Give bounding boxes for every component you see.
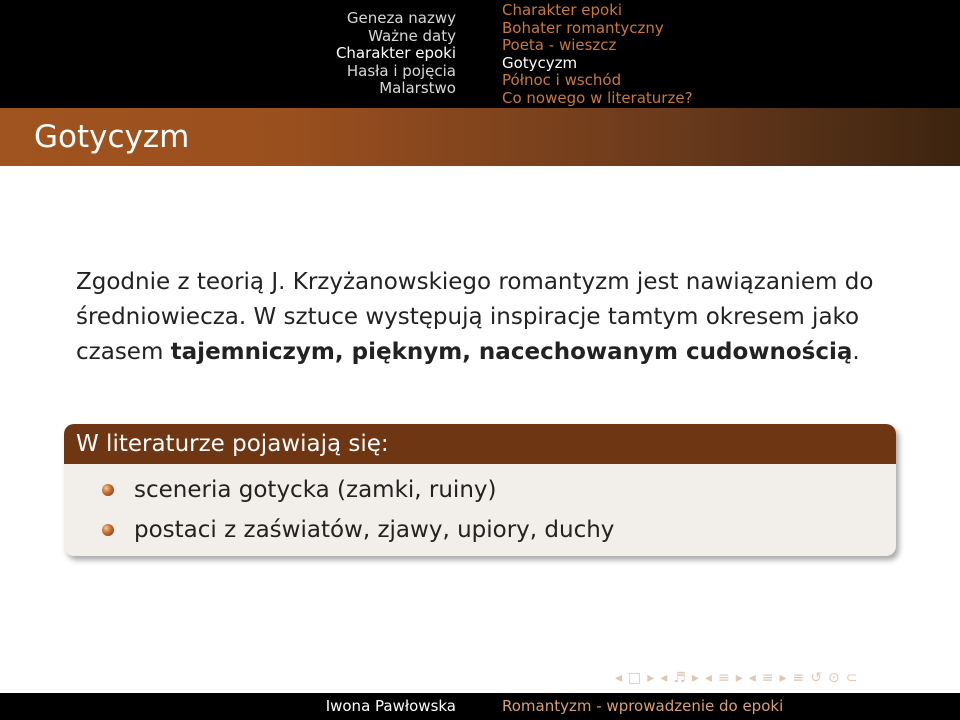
nav-back-icon[interactable]: ↺ <box>810 670 822 686</box>
frame-title-bar <box>0 108 960 166</box>
section-list <box>336 10 456 98</box>
section-link[interactable]: Ważne daty <box>368 26 456 45</box>
nav-toc-icon[interactable]: ≡ <box>792 670 805 686</box>
list-item-text: sceneria gotycka (zamki, ruiny) <box>134 477 497 503</box>
paragraph-text: Zgodnie z teorią J. Krzyżanowskiego romantyzm jest nawiązaniem do średniowiecza. W sztuce występują inspiracje tamtym okresem jako czasem <box>76 269 874 365</box>
nav-prev-frame-icon[interactable]: ◂ <box>615 670 623 686</box>
nav-section-icon[interactable]: ≡ <box>717 670 730 686</box>
list-item-text: postaci z zaświatów, zjawy, upiory, duchy <box>134 517 615 543</box>
section-link[interactable]: Hasła i pojęcia <box>346 61 456 80</box>
nav-next-subsection-icon[interactable]: ▸ <box>691 670 699 686</box>
nav-doc-icon[interactable]: ≡ <box>761 670 774 686</box>
nav-prev-subsection-icon[interactable]: ◂ <box>660 670 668 686</box>
list-item <box>64 470 896 510</box>
section-link[interactable]: Malarstwo <box>379 79 456 97</box>
nav-prev-doc-icon[interactable]: ◂ <box>748 670 756 686</box>
nav-subsection-icon[interactable]: ♬ <box>673 670 686 686</box>
footer-title: Romantyzm - wprowadzenie do epoki <box>480 693 960 720</box>
subsection-link[interactable]: Co nowego w literaturze? <box>502 88 693 107</box>
section-navigation <box>0 0 480 108</box>
bullet-icon <box>102 484 114 496</box>
nav-prev-section-icon[interactable]: ◂ <box>704 670 712 686</box>
nav-search-icon[interactable]: ⊙ <box>827 670 840 686</box>
subsection-link-active[interactable]: Gotycyzm <box>502 53 578 72</box>
section-link[interactable]: Geneza nazwy <box>346 9 456 27</box>
top-navigation-bar <box>0 0 960 108</box>
block-title: W literaturze pojawiają się: <box>64 424 896 464</box>
beamer-navigation-symbols <box>612 668 860 688</box>
frame-title: Gotycyzm <box>34 119 190 155</box>
block-body <box>64 464 896 550</box>
subsection-link[interactable]: Północ i wschód <box>502 71 622 89</box>
subsection-link[interactable]: Poeta - wieszcz <box>502 36 617 54</box>
nav-forward-icon[interactable]: ⊂ <box>845 670 858 686</box>
footer-author: Iwona Pawłowska <box>0 693 480 720</box>
footer-bar <box>0 693 960 720</box>
list-item <box>64 510 896 550</box>
paragraph-emphasis: tajemniczym, pięknym, nacechowanym cudownością <box>170 339 853 365</box>
intro-paragraph <box>76 265 896 370</box>
subsection-navigation <box>480 0 960 108</box>
subsection-link[interactable]: Charakter epoki <box>502 1 623 19</box>
nav-next-section-icon[interactable]: ▸ <box>735 670 743 686</box>
bullet-icon <box>102 524 114 536</box>
nav-next-frame-icon[interactable]: ▸ <box>647 670 655 686</box>
content-block <box>64 424 896 556</box>
paragraph-end: . <box>852 339 860 365</box>
section-link-active[interactable]: Charakter epoki <box>335 44 456 62</box>
nav-frame-icon[interactable]: □ <box>628 670 642 686</box>
nav-next-doc-icon[interactable]: ▸ <box>779 670 787 686</box>
subsection-list <box>502 2 693 107</box>
subsection-link[interactable]: Bohater romantyczny <box>502 18 664 37</box>
